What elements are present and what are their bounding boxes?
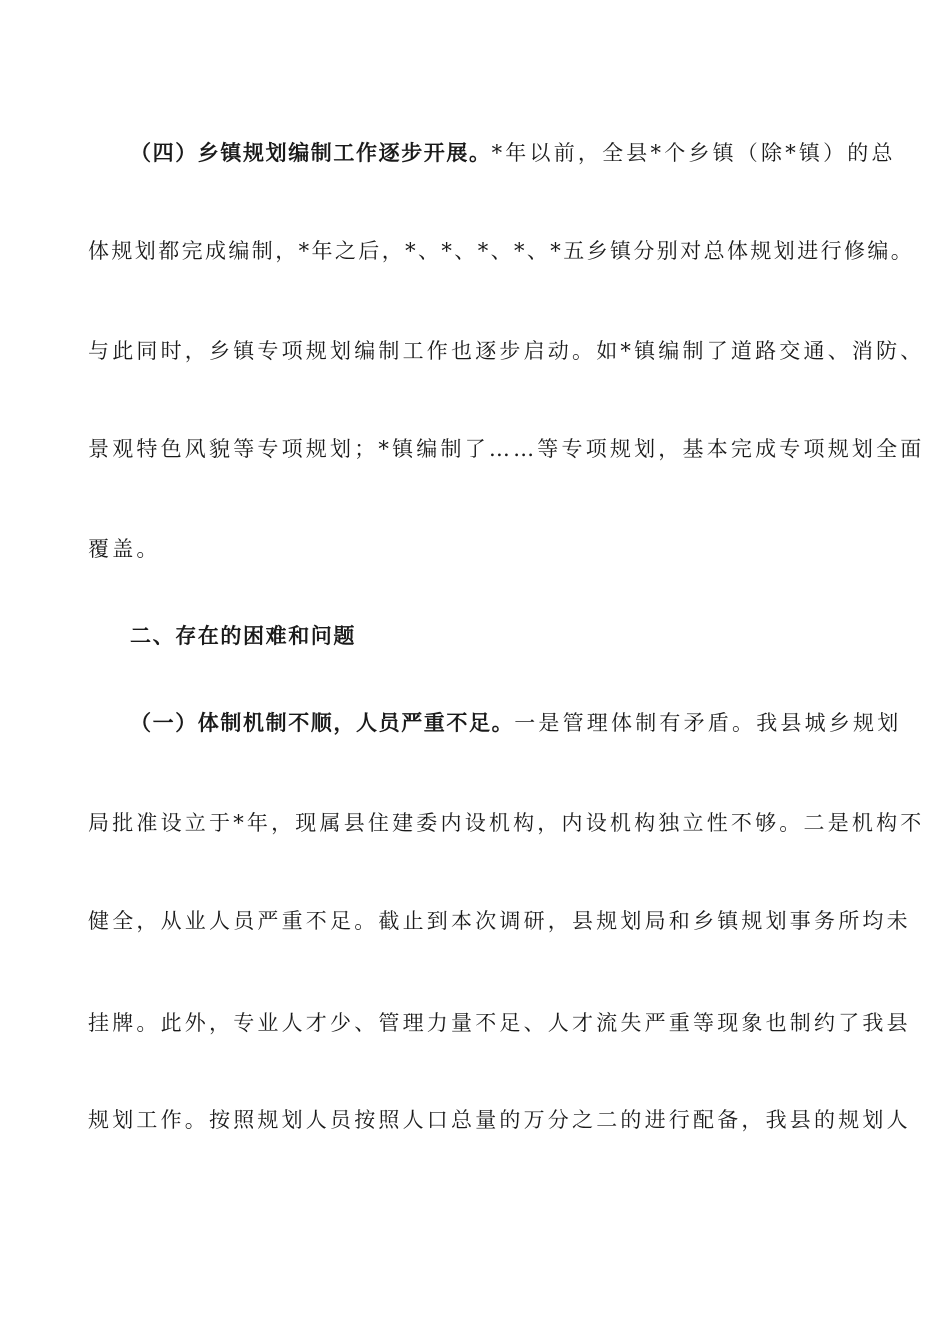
- paragraph-section4-line1: [130, 138, 920, 168]
- paragraph-section-a-line5: 规划工作。按照规划人员按照人口总量的万分之二的进行配备，我县的规划人: [88, 1108, 911, 1132]
- paragraph-section4-line3: 与此同时，乡镇专项规划编制工作也逐步启动。如*镇编制了道路交通、消防、: [88, 339, 925, 363]
- section4-lead: （四）乡镇规划编制工作逐步开展。: [130, 141, 492, 165]
- paragraph-section-a-line1: [130, 708, 920, 738]
- section4-line1-rest: *年以前，全县*个乡镇（除*镇）的总: [491, 141, 896, 165]
- paragraph-section-a-line3: 健全，从业人员严重不足。截止到本次调研，县规划局和乡镇规划事务所均未: [88, 909, 911, 933]
- section-a-line1-rest: 一是管理体制有矛盾。我县城乡规划: [514, 711, 902, 735]
- section-a-lead: （一）体制机制不顺，人员严重不足。: [130, 711, 515, 735]
- paragraph-section4-line2: 体规划都完成编制，*年之后，*、*、*、*、*五乡镇分别对总体规划进行修编。: [88, 239, 915, 263]
- section-heading-2: 二、存在的困难和问题: [130, 624, 356, 648]
- paragraph-section-a-line4: 挂牌。此外，专业人才少、管理力量不足、人才流失严重等现象也制约了我县: [88, 1011, 911, 1035]
- paragraph-section-a-line2: 局批准设立于*年，现属县住建委内设机构，内设机构独立性不够。二是机构不: [88, 811, 925, 835]
- paragraph-section4-line4: 景观特色风貌等专项规划；*镇编制了……等专项规划，基本完成专项规划全面: [88, 437, 925, 461]
- paragraph-section4-line5: 覆盖。: [88, 537, 161, 561]
